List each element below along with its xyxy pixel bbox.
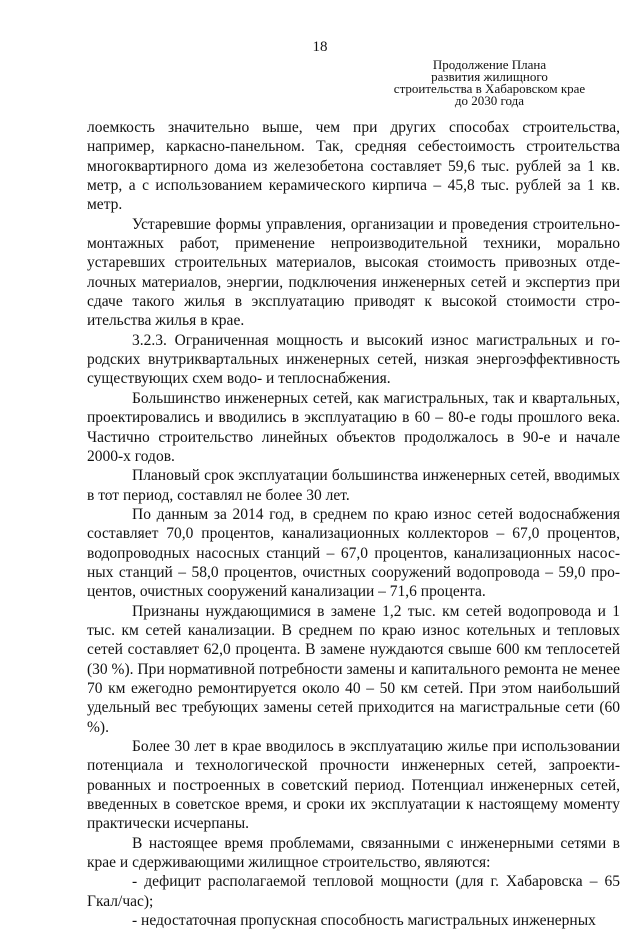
paragraph-soviet-potential: Более 30 лет в крае вводилось в эксплуатацию жилье при использовании потенциала и технологической прочности инженерных сетей, запроектированных и построенных в советский период. Потенциал инженерных сетей, введенных в советское время, и сроки их эксплуатации к настоящему моменту практически исчерпаны. bbox=[87, 738, 620, 833]
paragraph-section-3-2-3: 3.2.3. Ограниченная мощность и высокий износ магистральных и городских внутриквартальных инженерных сетей, низкая энергоэффективность существующих схем водо- и теплоснабжения. bbox=[87, 331, 620, 388]
running-header bbox=[382, 59, 597, 107]
paragraph-current-problems: В настоящее время проблемами, связанными с инженерными сетями в крае и сдерживающими жилищное строительство, являются: bbox=[87, 834, 620, 872]
paragraph-continuation: лоемкость значительно выше, чем при других способах строительства, например, каркасно-панельном. Так, средняя себестоимость строительства многоквартирного дома из железобетона составляет 59,6 тыс. рублей за 1 кв. метр, а с использованием керамического кирпича – 45,8 тыс. рублей за 1 кв. метр. bbox=[87, 119, 620, 214]
paragraph-service-life: Плановый срок эксплуатации большинства инженерных сетей, вводимых в тот период, составлял не более 30 лет. bbox=[87, 467, 620, 504]
page-number: 18 bbox=[312, 39, 328, 55]
running-header-line: Продолжение Плана bbox=[432, 57, 547, 72]
document-body bbox=[87, 118, 620, 930]
running-header-line: до 2030 года bbox=[454, 93, 525, 108]
running-header-line: строительства в Хабаровском крае bbox=[393, 81, 586, 96]
paragraph-outdated-management: Устаревшие формы управления, организации и проведения строительно-монтажных работ, применение непроизводительной техники, морально устаревших строительных материалов, высокая стоимость привозных отделочных материалов, энергии, подключения инженерных сетей и экспертиз при сдаче такого жилья в эксплуатацию приводят к высокой стоимости строительства жилья в крае. bbox=[87, 215, 620, 330]
list-item-heat-deficit: - дефицит располагаемой тепловой мощности (для г. Хабаровска – 65 Гкал/час); bbox=[87, 873, 620, 910]
paragraph-network-age: Большинство инженерных сетей, как магистральных, так и квартальных, проектировались и вводились в эксплуатацию в 60 – 80-е годы прошлого века. Частично строительство линейных объектов продолжалось в 90-е и начале 2000-х годов. bbox=[87, 389, 620, 465]
paragraph-replacement-needs: Признаны нуждающимися в замене 1,2 тыс. км сетей водопровода и 1 тыс. км сетей канализации. В среднем по краю износ котельных и тепловых сетей составляет 62,0 процента. В замене нуждаются свыше 600 км теплосетей (30 %). При нормативной потребности замены и капитального ремонта не менее 70 км ежегодно ремонтируется около 40 – 50 км сетей. При этом наибольший удельный вес требующих замены сетей приходится на магистральные сети (60 %). bbox=[87, 602, 620, 736]
paragraph-wear-2014: По данным за 2014 год, в среднем по краю износ сетей водоснабжения составляет 70,0 процентов, канализационных коллекторов – 67,0 процентов, водопроводных насосных станций – 67,0 процентов, канализационных насосных станций – 58,0 процентов, очистных сооружений водопровода – 59,0 процентов, очистных сооружений канализации – 71,6 процента. bbox=[87, 505, 620, 601]
running-header-line: развития жилищного bbox=[431, 69, 548, 84]
list-item-capacity: - недостаточная пропускная способность магистральных инженерных bbox=[132, 912, 596, 930]
